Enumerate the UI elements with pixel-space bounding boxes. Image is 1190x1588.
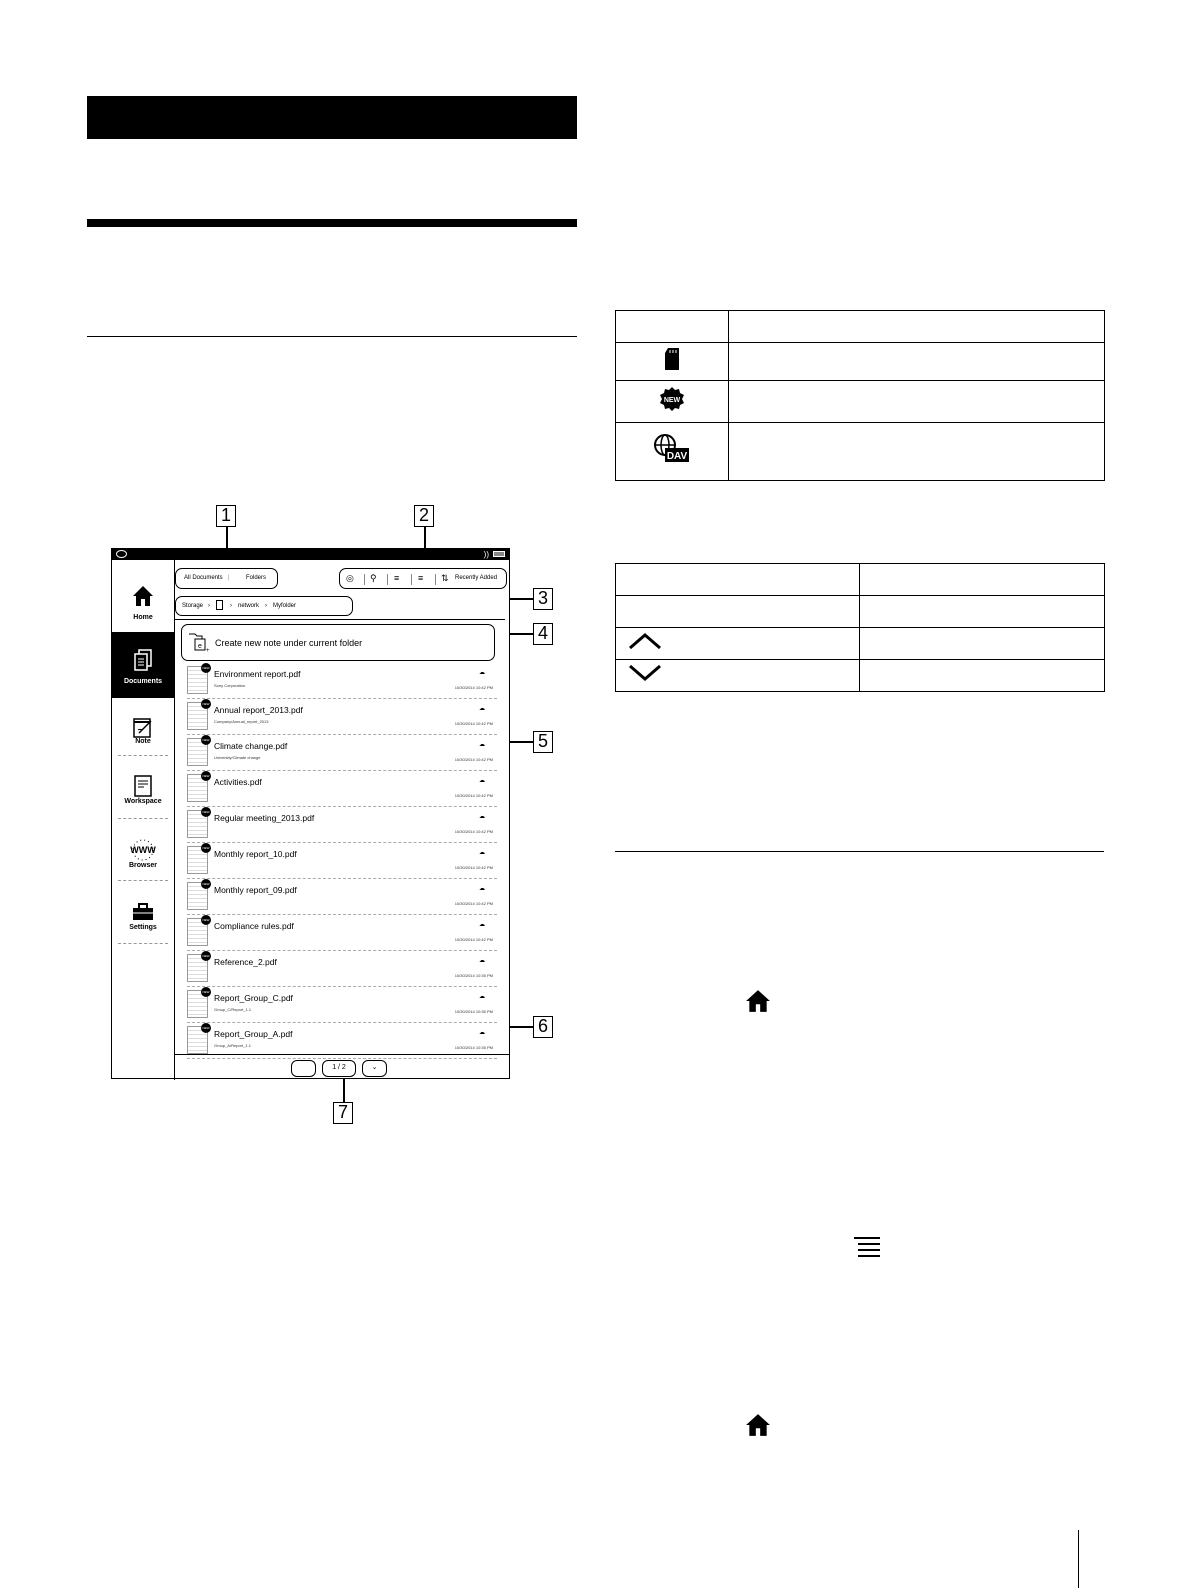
file-name: Annual report_2013.pdf xyxy=(214,705,303,715)
nav-table-cell xyxy=(860,596,1105,628)
page-indicator: 1 / 2 xyxy=(322,1060,356,1077)
list-bottom-rule xyxy=(175,1054,510,1055)
device-storage-icon[interactable] xyxy=(216,600,223,610)
sidebar-item-label: Home xyxy=(133,614,153,621)
file-row[interactable] xyxy=(187,771,497,807)
sidebar-item-label: Workspace xyxy=(124,798,162,805)
sidebar-divider xyxy=(118,755,168,756)
svg-text:e: e xyxy=(198,643,202,650)
nav-table-cell xyxy=(860,628,1105,660)
file-date: 10/30/2014 10:42 PM xyxy=(454,721,493,726)
menu-icon xyxy=(853,1236,881,1260)
file-path: Sony Corporation xyxy=(214,683,246,688)
file-name: Regular meeting_2013.pdf xyxy=(214,813,315,823)
page-up-button[interactable] xyxy=(291,1060,316,1077)
browser-icon xyxy=(131,838,155,862)
file-date: 10/30/2014 10:35 PM xyxy=(454,1045,493,1050)
webdav-icon[interactable]: ◎ xyxy=(346,573,354,583)
new-badge: NEW xyxy=(201,951,211,961)
file-name: Monthly report_10.pdf xyxy=(214,849,297,859)
dav-badge-text: DAV xyxy=(666,451,688,462)
file-row[interactable] xyxy=(187,663,497,699)
document-list-pane xyxy=(175,560,510,1080)
nav-table-cell xyxy=(616,628,860,660)
file-name: Monthly report_09.pdf xyxy=(214,885,297,895)
cloud-sync-icon: ☁ xyxy=(479,850,485,856)
breadcrumb-myfolder[interactable]: Myfolder xyxy=(273,603,297,609)
chevron-down-icon: ⌄ xyxy=(371,1064,378,1071)
icon-table-desc xyxy=(729,343,1105,381)
cloud-sync-icon: ☁ xyxy=(479,670,485,676)
workspace-icon xyxy=(131,774,155,798)
list-view-icon[interactable]: ≡ xyxy=(394,573,400,583)
file-row[interactable] xyxy=(187,699,497,735)
sort-icon[interactable]: ⇅ xyxy=(441,573,449,583)
sidebar-item-documents[interactable] xyxy=(112,632,174,698)
documents-icon xyxy=(131,648,155,672)
file-date: 10/30/2014 10:42 PM xyxy=(454,901,493,906)
nav-table-cell xyxy=(616,660,860,692)
callout-2: 2 xyxy=(414,505,434,527)
chevron-right-icon: › xyxy=(265,603,267,609)
callout-6: 6 xyxy=(533,1016,553,1038)
icon-table-desc xyxy=(729,423,1105,481)
toolbox-icon xyxy=(131,900,155,924)
sd-card-icon xyxy=(664,347,680,371)
chevron-up-icon xyxy=(628,631,662,651)
battery-icon xyxy=(493,551,505,557)
heading-rule xyxy=(87,219,577,227)
file-date: 10/30/2014 10:42 PM xyxy=(454,829,493,834)
new-badge: NEW xyxy=(201,771,211,781)
toolbar-divider xyxy=(364,574,365,585)
new-badge: NEW xyxy=(201,915,211,925)
home-icon xyxy=(745,988,771,1014)
svg-text:+: + xyxy=(206,648,210,654)
nav-table-header xyxy=(860,564,1105,596)
file-date: 10/30/2014 10:35 PM xyxy=(454,973,493,978)
status-bar xyxy=(112,549,509,560)
wifi-icon: )) xyxy=(483,550,489,559)
file-name: Activities.pdf xyxy=(214,777,262,787)
search-icon[interactable]: ⚲ xyxy=(370,573,377,583)
new-badge: NEW xyxy=(201,843,211,853)
file-path: Company/Annual_report_2013 xyxy=(214,719,269,724)
section-banner xyxy=(87,96,577,139)
page-nav-table xyxy=(615,563,1105,692)
page-number-rule xyxy=(1078,1530,1079,1588)
cloud-sync-icon: ☁ xyxy=(479,742,485,748)
file-row[interactable] xyxy=(187,879,497,915)
tab-divider: | xyxy=(228,575,230,581)
icon-table-desc xyxy=(729,381,1105,423)
cloud-sync-icon: ☁ xyxy=(479,922,485,928)
toolbar xyxy=(339,568,507,589)
cloud-sync-icon: ☁ xyxy=(479,886,485,892)
cloud-sync-icon: ☁ xyxy=(479,814,485,820)
tab-folders[interactable]: Folders xyxy=(246,575,267,581)
new-badge: NEW xyxy=(201,987,211,997)
cloud-sync-icon: ☁ xyxy=(479,1030,485,1036)
create-note-label: Create new note under current folder xyxy=(215,638,363,648)
breadcrumb-storage[interactable]: Storage xyxy=(182,603,204,609)
icon-table xyxy=(615,310,1105,481)
sidebar-item-settings[interactable] xyxy=(112,884,174,948)
icon-table-cell xyxy=(616,381,729,423)
detail-view-icon[interactable]: ≡ xyxy=(418,573,424,583)
toolbar-divider xyxy=(411,574,412,585)
file-path: University/Climate change xyxy=(214,755,261,760)
file-name: Climate change.pdf xyxy=(214,741,288,751)
icon-table-header-icon xyxy=(616,311,729,343)
new-badge: NEW xyxy=(201,807,211,817)
file-row[interactable] xyxy=(187,915,497,951)
home-icon xyxy=(131,584,155,608)
file-row[interactable] xyxy=(187,735,497,771)
toolbar-divider xyxy=(387,574,388,585)
sidebar-item-label: Documents xyxy=(123,678,163,685)
callout-1: 1 xyxy=(216,505,236,527)
file-date: 10/30/2014 10:42 PM xyxy=(454,757,493,762)
file-path: Group_A/Report_1.1 xyxy=(214,1043,251,1048)
callout-7: 7 xyxy=(333,1102,353,1124)
sidebar-item-label: Settings xyxy=(129,924,157,931)
chevron-right-icon: › xyxy=(230,603,232,609)
sort-label[interactable]: Recently Added xyxy=(455,575,498,581)
sidebar-item-label: Browser xyxy=(128,862,157,869)
sidebar-item-browser[interactable] xyxy=(112,822,174,886)
cloud-sync-icon: ☁ xyxy=(479,958,485,964)
list-top-rule xyxy=(175,619,505,620)
callout-4: 4 xyxy=(533,623,553,645)
new-badge: NEW xyxy=(201,699,211,709)
note-icon xyxy=(131,716,155,740)
new-badge: NEW xyxy=(201,1023,211,1033)
right-subheading-rule xyxy=(615,851,1104,852)
icon-table-header-desc xyxy=(729,311,1105,343)
cloud-sync-icon: ☁ xyxy=(479,778,485,784)
sidebar-divider xyxy=(118,943,168,944)
callout-5: 5 xyxy=(533,731,553,753)
file-row[interactable] xyxy=(187,807,497,843)
new-badge: NEW xyxy=(201,663,211,673)
breadcrumb-network[interactable]: network xyxy=(238,603,260,609)
svg-text:WWW: WWW xyxy=(130,845,156,855)
sidebar-divider xyxy=(118,818,168,819)
page-down-button[interactable] xyxy=(362,1060,387,1077)
file-row[interactable] xyxy=(187,843,497,879)
file-name: Environment report.pdf xyxy=(214,669,301,679)
breadcrumb xyxy=(175,596,353,616)
tab-all-documents[interactable]: All Documents xyxy=(184,575,223,581)
new-badge: NEW xyxy=(201,735,211,745)
cloud-sync-icon: ☁ xyxy=(479,706,485,712)
new-badge-text: NEW xyxy=(663,397,681,404)
sidebar-item-home[interactable] xyxy=(112,568,174,632)
sync-status-icon xyxy=(116,550,127,558)
sidebar-item-label: Note xyxy=(135,738,151,745)
nav-table-cell xyxy=(860,660,1105,692)
device-screenshot xyxy=(111,548,510,1079)
nav-table-header xyxy=(616,564,860,596)
cloud-sync-icon: ☁ xyxy=(479,994,485,1000)
file-date: 10/30/2014 10:42 PM xyxy=(454,685,493,690)
chevron-right-icon: › xyxy=(208,603,210,609)
home-icon xyxy=(745,1412,771,1438)
create-note-button[interactable] xyxy=(181,624,495,661)
sidebar xyxy=(112,560,175,1080)
sidebar-item-workspace[interactable] xyxy=(112,758,174,822)
file-name: Compliance rules.pdf xyxy=(214,921,294,931)
new-badge-icon xyxy=(659,386,685,412)
file-name: Report_Group_C.pdf xyxy=(214,993,293,1003)
file-row[interactable] xyxy=(187,951,497,987)
icon-table-cell xyxy=(616,343,729,381)
sidebar-divider xyxy=(118,880,168,881)
file-date: 10/30/2014 10:42 PM xyxy=(454,865,493,870)
file-row[interactable] xyxy=(187,987,497,1023)
file-name: Reference_2.pdf xyxy=(214,957,277,967)
webdav-globe-icon xyxy=(653,434,691,464)
new-badge: NEW xyxy=(201,879,211,889)
file-name: Report_Group_A.pdf xyxy=(214,1029,293,1039)
subheading-rule xyxy=(87,336,577,337)
icon-table-cell xyxy=(616,423,729,481)
file-date: 10/30/2014 10:35 PM xyxy=(454,1009,493,1014)
file-path: Group_C/Report_1.1 xyxy=(214,1007,252,1012)
toolbar-divider xyxy=(435,574,436,585)
callout-3: 3 xyxy=(533,588,553,610)
nav-table-cell xyxy=(616,596,860,628)
file-date: 10/30/2014 10:42 PM xyxy=(454,937,493,942)
file-date: 10/30/2014 10:42 PM xyxy=(454,793,493,798)
view-tabs xyxy=(175,568,278,589)
new-note-folder-icon xyxy=(188,632,208,652)
chevron-down-icon xyxy=(628,663,662,683)
